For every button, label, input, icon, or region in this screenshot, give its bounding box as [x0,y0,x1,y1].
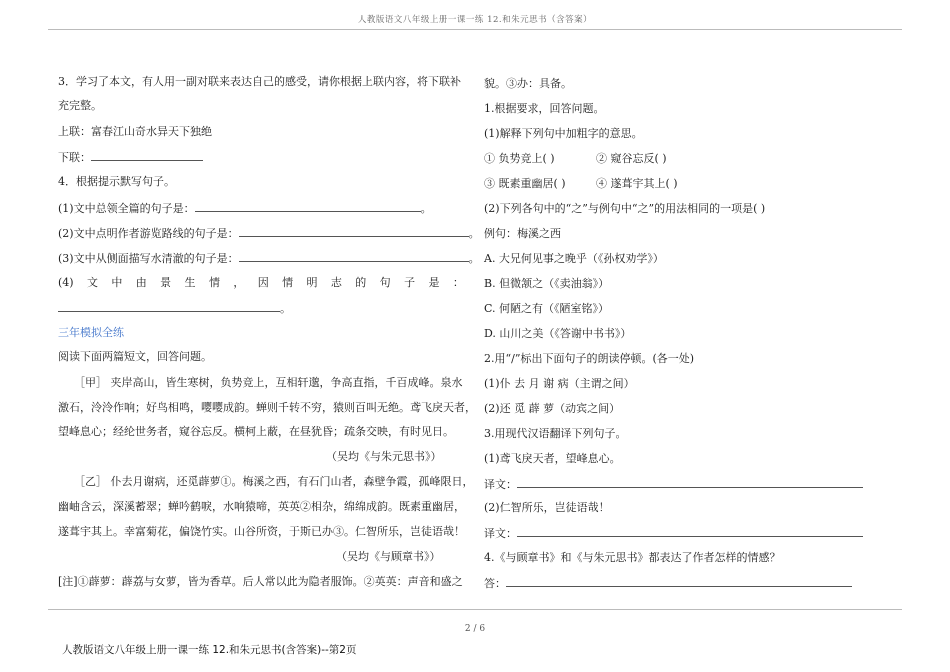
question-1-2: (2)下列各句中的“之”与例句中“之”的用法相同的一项是( ) [484,202,766,215]
translation-label: 译文： [484,527,517,540]
q4-4-char: 由 [135,276,147,289]
q4-4-char: 句 [379,276,391,289]
q4-4-char: 子 [404,276,416,289]
answer-blank-4-2[interactable] [239,225,469,237]
lower-couplet-blank[interactable] [91,149,203,161]
q4-4-char: 的 [355,276,367,289]
q1-option-4: ④ 遂葺宇其上( ) [596,177,678,190]
question-4: 4.《与顾章书》和《与朱元思书》都表达了作者怎样的情感？ [484,551,781,564]
upper-couplet: 上联：富春江山奇水异天下独绝 [58,125,212,138]
passage-yi-line-2: 幽岫含云，深溪蓄翠；蝉吟鹤唳，水响猿啼，英英②相杂，绵绵成韵。既素重幽居， [58,500,465,513]
question-4-4-answer-line [58,300,291,317]
period: 。 [420,202,432,215]
option-c: C. 何陋之有（《陋室铭》） [484,302,610,315]
lower-couplet-label: 下联： [58,151,91,164]
lower-couplet [58,149,203,166]
q4-4-char: ： [452,276,464,289]
translation-label: 译文： [484,478,517,491]
question-4-3-text: (3)文中从侧面描写水清澈的句子是： [58,252,239,265]
question-3-line-1: 3．学习了本文，有人用一副对联来表达自己的感受，请你根据上联内容，将下联补 [58,75,461,88]
q4-4-char: 文 [86,276,98,289]
question-4-2-text: (2)文中点明作者游览路线的句子是： [58,227,239,240]
annotation-note: [注]①薜萝：薜荔与女萝，皆为香草。后人常以此为隐者服饰。②英英：声音和盛之 [58,575,463,588]
q4-4-char: 因 [257,276,269,289]
passage-jia-line-2: 激石，泠泠作响；好鸟相鸣，嘤嘤成韵。蝉则千转不穷，猿则百叫无绝。鸢飞戾天者， [58,401,476,414]
section-title: 三年模拟全练 [58,326,124,339]
passage-yi-source: （吴均《与顾章书》） [336,550,441,563]
reading-intro: 阅读下面两篇短文，回答问题。 [58,350,212,363]
page-header: 人教版语文八年级上册一课一练 12.和朱元思书（含答案） [357,15,593,25]
question-1-1: (1)解释下列句中加粗字的意思。 [484,127,643,140]
q4-4-char: 生 [184,276,196,289]
question-3-2: (2)仁智所乐，岂徒语哉！ [484,501,610,514]
translation-blank-1[interactable] [517,476,863,488]
passage-jia-line-3: 望峰息心；经纶世务者，窥谷忘反。横柯上蔽，在昼犹昏；疏条交映，有时见日。 [58,425,454,438]
q4-4-char: 是 [428,276,440,289]
q4-4-char: 中 [111,276,123,289]
question-3-1: (1)鸢飞戾天者，望峰息心。 [484,452,621,465]
q4-4-char: 情 [282,276,294,289]
q4-4-char: 志 [330,276,342,289]
footer-divider [48,609,902,610]
q4-4-char: 景 [160,276,172,289]
answer-label: 答： [484,577,506,590]
question-2: 2.用“/”标出下面句子的朗读停顿。(各一处) [484,352,695,365]
translation-2 [484,525,863,542]
question-4-1-text: (1)文中总领全篇的句子是： [58,202,195,215]
q1-option-3: ③ 既素重幽居( ) [484,177,566,190]
q1-option-1: ① 负势竞上( ) [484,152,555,165]
question-4-1 [58,200,432,217]
passage-jia-line-1: ［甲］ 夹岸高山，皆生寒树，负势竞上，互相轩邈，争高直指，千百成峰。泉水 [74,376,463,389]
q1-option-2: ② 窥谷忘反( ) [596,152,667,165]
period: 。 [468,252,480,265]
q4-4-char: 情 [208,276,220,289]
passage-jia-source: （吴均《与朱元思书》） [326,450,442,463]
question-1: 1.根据要求，回答问题。 [484,102,605,115]
question-3-line-2: 充完整。 [58,99,102,112]
question-2-2: (2)还 觅 薜 萝（动宾之间） [484,402,621,415]
q4-4-char: 明 [306,276,318,289]
question-4-3 [58,250,480,267]
q4-4-char: ， [233,276,245,289]
question-4: 4．根据提示默写句子。 [58,175,175,188]
option-b: B. 但微颔之（《卖油翁》） [484,277,610,290]
translation-blank-2[interactable] [517,525,863,537]
annotation-note-continued: 貌。③办：具备。 [484,77,572,90]
page-number: 2 / 6 [464,624,486,634]
question-4-4 [58,275,464,291]
question-3: 3.用现代汉语翻译下列句子。 [484,427,627,440]
q4-4-char: (4) [58,276,74,289]
period: 。 [468,227,480,240]
answer-line [484,575,852,592]
example-sentence: 例句：梅溪之西 [484,227,561,240]
answer-blank-4-3[interactable] [239,250,469,262]
period: 。 [280,302,291,315]
option-a: A. 大兄何见事之晚乎（《孙权劝学》） [484,252,664,265]
passage-yi-line-3: 遂葺宇其上。幸富菊花，偏饶竹实。山谷所资，于斯已办③。仁智所乐，岂徒语哉！ [58,525,465,538]
passage-yi-line-1: ［乙］ 仆去月谢病，还觅薜萝①。梅溪之西，有石门山者，森壁争霞，孤峰限日， [74,475,474,488]
answer-blank-4-1[interactable] [195,200,421,212]
option-d: D. 山川之美（《答谢中书书》） [484,327,632,340]
answer-blank[interactable] [506,575,852,587]
answer-blank-4-4[interactable] [58,300,280,312]
translation-1 [484,476,863,493]
question-4-2 [58,225,480,242]
header-divider [48,29,902,30]
document-title-footer: 人教版语文八年级上册一课一练 12.和朱元思书(含答案)--第2页 [62,644,357,656]
question-2-1: (1)仆 去 月 谢 病（主谓之间） [484,377,635,390]
